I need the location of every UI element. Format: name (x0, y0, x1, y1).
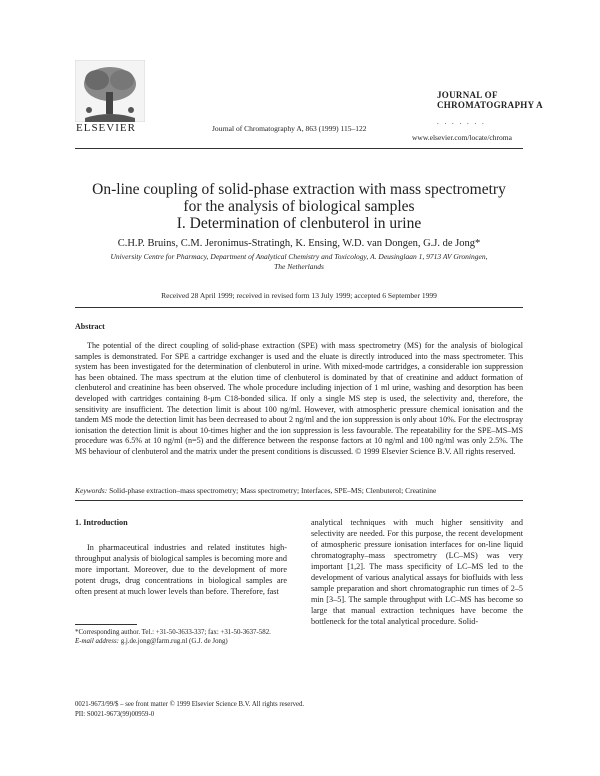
corresponding-author-footnote (75, 628, 287, 646)
keywords-list: Solid-phase extraction–mass spectrometry; Mass spectrometry; Interfaces, SPE–MS; Clenbuterol; Creatinine (109, 486, 437, 495)
header-divider (75, 148, 523, 149)
right-column (311, 517, 523, 627)
affiliation-line2: The Netherlands (274, 262, 324, 271)
abstract-text: The potential of the direct coupling of solid-phase extraction (SPE) with mass spectrometry (MS) for the analysis of biological samples is demonstrated. For SPE a cartridge exchanger is used and the eluate is directly introduced into the mass spectrometer. This system has been investigated for the determination of clenbuterol in urine. With mixed-mode cartridges, a considerable ion suppression has been obtained. The mass spectrum at the elution time of clenbuterol is dominated by that of creatinine and adduct formation of clenbuterol and creatinine has been observed. The whole procedure including injection of 1 ml urine, washing and desorption has been developed with cartridges containing 8-μm C18-bonded silica. If only a single MS step is used, the selectivity and, therefore, the sensitivity are insufficient. The detection limit is about 100 ng/ml. However, with atmospheric pressure chemical ionisation and the tandem MS mode the detection limit has been decreased to about 2 ng/ml and the ion suppression is only about 10%. For the electrospray ionisation the detection limit is about 10-times higher and the ion suppression is less favourable. The repeatability for the SPE–MS–MS procedure was 6.5% at 10 ng/ml (n=5) and the difference between the response factors at 10 ng/ml and 100 ng/ml was only 2.5%. The MS behaviour of clenbuterol and the matrix under the present conditions is discussed. © 1999 Elsevier Science B.V. All rights reserved. (75, 341, 523, 456)
title-line2: for the analysis of biological samples (183, 198, 415, 215)
affiliation-line1: University Centre for Pharmacy, Department of Analytical Chemistry and Toxicology, A. Deusinglaan 1, 9713 AV Groningen, (110, 252, 488, 261)
affiliation (95, 252, 503, 272)
email-address[interactable]: g.j.de.jong@farm.rug.nl (G.J. de Jong) (120, 638, 228, 645)
journal-url[interactable]: www.elsevier.com/locate/chroma (412, 133, 512, 142)
keywords-label: Keywords: (75, 486, 108, 495)
left-column (75, 517, 287, 597)
section-heading-introduction: 1. Introduction (75, 518, 128, 527)
publisher-name: ELSEVIER (76, 122, 136, 134)
journal-dots: . . . . . . . (437, 118, 486, 126)
title-line3: I. Determination of clenbuterol in urine (176, 215, 422, 232)
journal-title (437, 90, 543, 110)
journal-title-line1: JOURNAL OF (437, 90, 498, 100)
copyright-line: 0021-9673/99/$ – see front matter © 1999 Elsevier Science B.V. All rights reserved. (75, 701, 305, 708)
article-title (75, 181, 523, 232)
copyright-notice (75, 700, 304, 719)
intro-paragraph-right: analytical techniques with much higher sensitivity and selectivity are needed. For this purpose, the recent development of atmospheric pressure ionisation interfaces for on-line liquid chromatography–mass spectrometry (LC–MS) was very important [1,2]. The mass specificity of LC–MS led to the development of various analytical assays for biofluids with less sample preparation and short chromatographic run times of 2–5 min [3–5]. The sample throughput with LC–MS has become so large that manual extraction techniques have become the bottleneck for the total analytical procedure. Solid- (311, 518, 523, 626)
abstract-bottom-divider (75, 500, 523, 501)
title-line1: On-line coupling of solid-phase extraction with mass spectrometry (92, 181, 506, 198)
email-label: E-mail address: (75, 638, 119, 645)
footnote-contact: *Corresponding author. Tel.: +31-50-3633-337; fax: +31-50-3637-582. (75, 629, 271, 636)
abstract-heading: Abstract (75, 322, 105, 331)
intro-paragraph-left: In pharmaceutical industries and related institutes high-throughput analysis of biological samples is becoming more and more important. Moreover, due to the development of more potent drugs, drug concentrations in biological samples are often present at much lower levels than before. Therefore, fast (75, 543, 287, 596)
journal-title-line2: CHROMATOGRAPHY A (437, 100, 543, 110)
keywords (75, 486, 523, 495)
author-list: C.H.P. Bruins, C.M. Jeronimus-Stratingh, K. Ensing, W.D. van Dongen, G.J. de Jong* (117, 238, 481, 249)
pii-line: PII: S0021-9673(99)00959-0 (75, 710, 155, 718)
received-dates: Received 28 April 1999; received in revised form 13 July 1999; accepted 6 September 1999 (161, 291, 437, 300)
journal-reference: Journal of Chromatography A, 863 (1999) 115–122 (212, 124, 367, 133)
footnote-email-line (75, 637, 287, 646)
footnote-divider (75, 624, 137, 625)
abstract-top-divider (75, 307, 523, 308)
elsevier-tree-logo (75, 60, 145, 122)
